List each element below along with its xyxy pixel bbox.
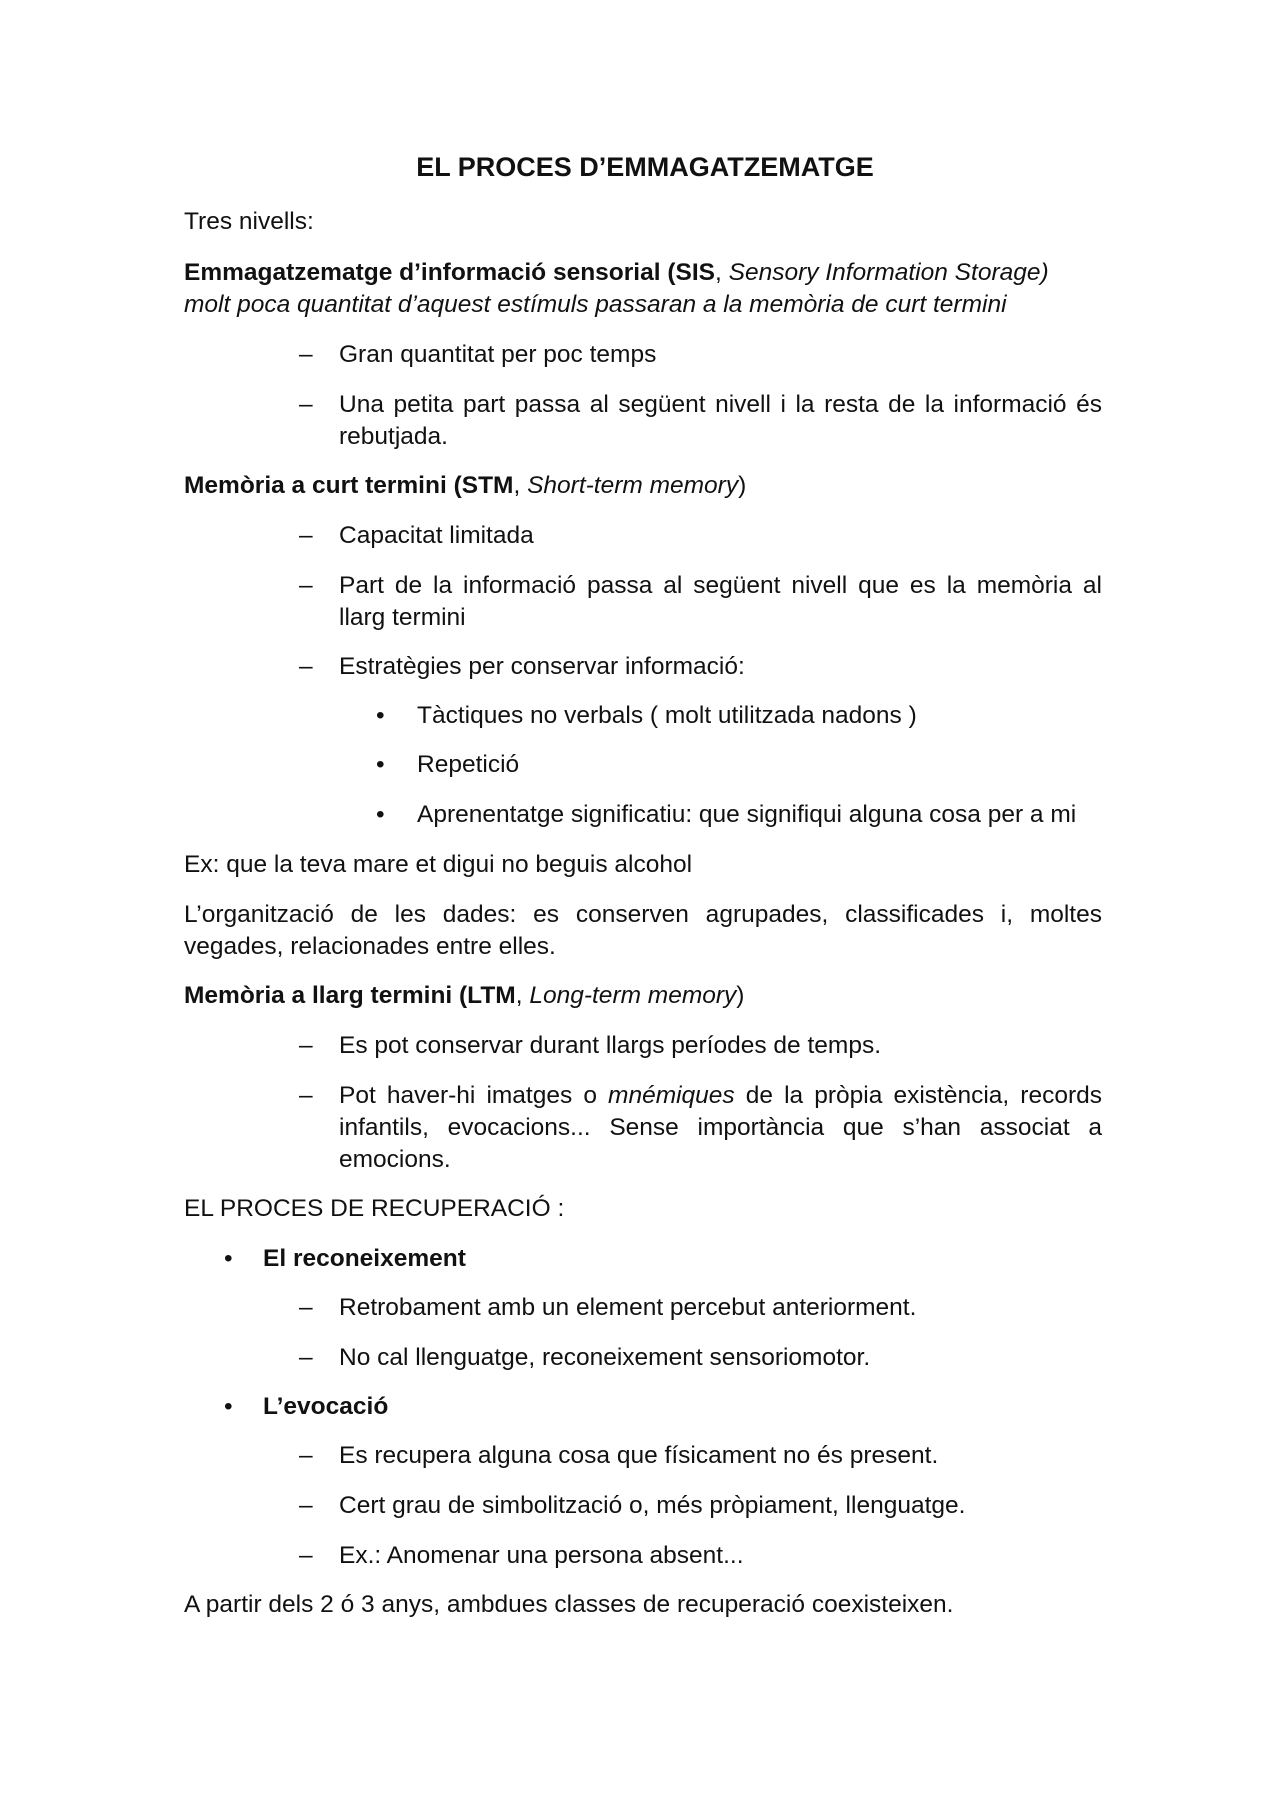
bullet-marker: • bbox=[224, 1393, 233, 1420]
sis-note bbox=[184, 290, 1007, 320]
dash-marker: – bbox=[299, 1542, 313, 1569]
stm-item-1: Capacitat limitada bbox=[339, 522, 534, 549]
organization-line-1: L’organització de les dades: es conserven agrupades, classificades i, moltes bbox=[184, 901, 1102, 928]
dash-marker: – bbox=[299, 391, 313, 418]
sis-heading-term: Sensory Information Storage) bbox=[728, 259, 1049, 286]
stm-item-2-line-1: Part de la informació passa al següent nivell que es la memòria al bbox=[339, 572, 1102, 599]
stm-heading bbox=[184, 471, 746, 501]
ltm-heading bbox=[184, 981, 744, 1011]
ltm-item-1: Es pot conservar durant llargs períodes de temps. bbox=[339, 1032, 882, 1059]
organization-line-2: vegades, relacionades entre elles. bbox=[184, 933, 556, 960]
evocation-item-1: Es recupera alguna cosa que físicament no és present. bbox=[339, 1442, 939, 1469]
recognition-label: El reconeixement bbox=[263, 1245, 466, 1272]
ltm-item-2-line-2: infantils, evocacions... Sense importància que s’han associat a bbox=[339, 1114, 1102, 1141]
evocation-item-3: Ex.: Anomenar una persona absent... bbox=[339, 1542, 744, 1569]
recovery-heading: EL PROCES DE RECUPERACIÓ : bbox=[184, 1195, 565, 1222]
dash-marker: – bbox=[299, 1442, 313, 1469]
dash-marker: – bbox=[299, 572, 313, 599]
conclusion-text: A partir dels 2 ó 3 anys, ambdues classes de recuperació coexisteixen. bbox=[184, 1591, 954, 1618]
stm-heading-term: Short-term memory bbox=[527, 472, 739, 499]
intro-text: Tres nivells: bbox=[184, 208, 314, 235]
ltm-heading-sep: , bbox=[515, 982, 530, 1009]
dash-marker: – bbox=[299, 1082, 313, 1109]
sis-item-2-line-1: Una petita part passa al següent nivell i la resta de la informació és bbox=[339, 391, 1102, 418]
dash-marker: – bbox=[299, 1294, 313, 1321]
dash-marker: – bbox=[299, 522, 313, 549]
bullet-marker: • bbox=[376, 801, 385, 828]
ltm-item-2-term: mnémiques bbox=[608, 1082, 735, 1109]
ltm-item-2-part-b: de la pròpia existència, records bbox=[734, 1082, 1102, 1109]
sis-item-1: Gran quantitat per poc temps bbox=[339, 341, 657, 368]
dash-marker: – bbox=[299, 1344, 313, 1371]
dash-marker: – bbox=[299, 653, 313, 680]
ltm-item-2-part-a: Pot haver-hi imatges o bbox=[339, 1082, 609, 1109]
bullet-marker: • bbox=[376, 751, 385, 778]
sis-note-text: molt poca quantitat d’aquest estímuls passaran a la memòria de curt termini bbox=[184, 291, 1007, 318]
dash-marker: – bbox=[299, 341, 313, 368]
strategy-item-2: Repetició bbox=[417, 751, 520, 778]
ltm-item-2-line-3: emocions. bbox=[339, 1146, 451, 1173]
sis-heading-bold: Emmagatzematge d’informació sensorial (SIS bbox=[184, 259, 715, 286]
evocation-item-2: Cert grau de simbolització o, més pròpiament, llenguatge. bbox=[339, 1492, 966, 1519]
recognition-item-1: Retrobament amb un element percebut anteriorment. bbox=[339, 1294, 917, 1321]
stm-heading-sep: , bbox=[513, 472, 528, 499]
sis-item-2-line-2: rebutjada. bbox=[339, 423, 448, 450]
bullet-marker: • bbox=[376, 702, 385, 729]
bullet-marker: • bbox=[224, 1245, 233, 1272]
strategy-item-3: Aprenentatge significatiu: que signifiqui alguna cosa per a mi bbox=[417, 801, 1077, 828]
ltm-heading-close: ) bbox=[736, 982, 745, 1009]
ltm-heading-term: Long-term memory bbox=[529, 982, 737, 1009]
stm-heading-bold: Memòria a curt termini (STM bbox=[184, 472, 514, 499]
stm-item-2-line-2: llarg termini bbox=[339, 604, 466, 631]
evocation-label: L’evocació bbox=[263, 1393, 389, 1420]
stm-heading-close: ) bbox=[738, 472, 747, 499]
strategy-item-1: Tàctiques no verbals ( molt utilitzada nadons ) bbox=[417, 702, 917, 729]
stm-item-3: Estratègies per conservar informació: bbox=[339, 653, 745, 680]
page-title: EL PROCES D’EMMAGATZEMATGE bbox=[416, 152, 874, 182]
dash-marker: – bbox=[299, 1492, 313, 1519]
ltm-heading-bold: Memòria a llarg termini (LTM bbox=[184, 982, 516, 1009]
sis-heading bbox=[184, 258, 1049, 288]
sis-heading-sep: , bbox=[715, 259, 729, 286]
dash-marker: – bbox=[299, 1032, 313, 1059]
ltm-item-2-line-1 bbox=[339, 1081, 1102, 1111]
example-text: Ex: que la teva mare et digui no beguis alcohol bbox=[184, 851, 693, 878]
recognition-item-2: No cal llenguatge, reconeixement sensoriomotor. bbox=[339, 1344, 871, 1371]
